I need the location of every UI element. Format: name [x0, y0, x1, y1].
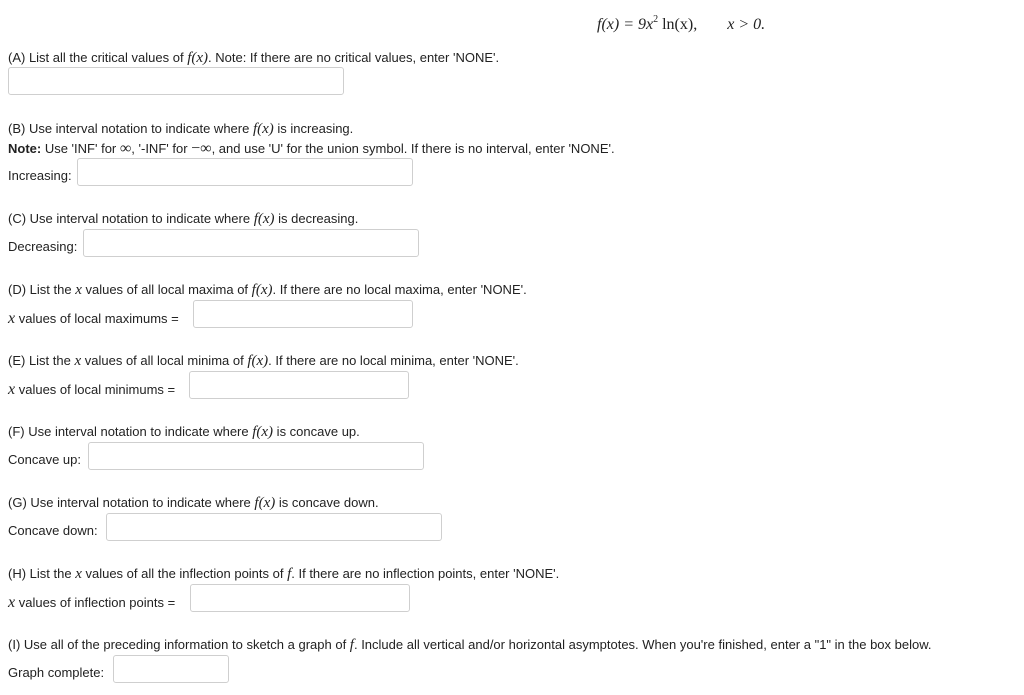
x-variable: x: [8, 381, 16, 398]
question-d: (D) List the x values of all local maxima of f(x). If there are no local maxima, enter 'NONE'.: [8, 282, 527, 298]
x-variable: x: [75, 566, 82, 582]
function-definition: [597, 14, 765, 34]
increasing-input[interactable]: [77, 158, 413, 186]
question-e: (E) List the x values of all local minima of f(x). If there are no local minima, enter 'NONE'.: [8, 353, 519, 369]
increasing-label: Increasing:: [8, 168, 72, 183]
question-g: (G) Use interval notation to indicate where f(x) is concave down.: [8, 495, 379, 511]
graph-complete-input[interactable]: [113, 655, 229, 683]
x-variable: x: [8, 310, 16, 327]
formula-exponent: 2: [653, 14, 659, 25]
func-symbol: f(x): [247, 353, 269, 369]
formula-rhs: ln(x),: [658, 16, 698, 33]
x-variable: x: [8, 594, 16, 611]
inflection-label: x values of inflection points =: [8, 594, 176, 611]
critical-values-input[interactable]: [8, 67, 344, 95]
func-symbol: f(x): [253, 211, 275, 227]
neg-infinity-symbol: −∞: [191, 140, 212, 157]
x-variable: x: [74, 353, 82, 369]
interval-note: Note: Use 'INF' for ∞, '-INF' for −∞, and use 'U' for the union symbol. If there is no interval, enter 'NONE'.: [8, 140, 615, 157]
func-symbol: f(x): [252, 121, 274, 137]
decreasing-input[interactable]: [83, 229, 419, 257]
question-b: (B) Use interval notation to indicate where f(x) is increasing.: [8, 121, 354, 137]
concave-down-label: Concave down:: [8, 523, 98, 538]
infinity-symbol: ∞: [119, 140, 132, 157]
formula-domain: x > 0.: [727, 16, 766, 33]
question-f: (F) Use interval notation to indicate where f(x) is concave up.: [8, 424, 360, 440]
decreasing-label: Decreasing:: [8, 239, 78, 254]
formula-lhs: f(x) = 9x: [597, 16, 654, 33]
func-symbol: f(x): [254, 495, 276, 511]
local-min-input[interactable]: [189, 371, 409, 399]
concave-down-input[interactable]: [106, 513, 442, 541]
concave-up-input[interactable]: [88, 442, 424, 470]
question-a: (A) List all the critical values of f(x). Note: If there are no critical values, enter 'NONE'.: [8, 50, 500, 66]
local-max-input[interactable]: [193, 300, 413, 328]
question-h: (H) List the x values of all the inflection points of f. If there are no inflection points, enter 'NONE'.: [8, 566, 560, 582]
concave-up-label: Concave up:: [8, 452, 81, 467]
local-min-label: x values of local minimums =: [8, 381, 176, 398]
question-c: (C) Use interval notation to indicate where f(x) is decreasing.: [8, 211, 359, 227]
func-symbol: f(x): [251, 282, 273, 298]
func-symbol: f: [287, 566, 292, 582]
inflection-input[interactable]: [190, 584, 410, 612]
func-symbol: f: [349, 637, 354, 653]
func-symbol: f(x): [252, 424, 274, 440]
x-variable: x: [75, 282, 82, 298]
note-label: Note:: [8, 141, 42, 156]
graph-complete-label: Graph complete:: [8, 665, 105, 680]
question-i: (I) Use all of the preceding information to sketch a graph of f. Include all vertical and/or horizontal asymptotes. When you're finished, enter a "1" in the box below.: [8, 637, 932, 653]
func-symbol: f(x): [187, 50, 209, 66]
local-max-label: x values of local maximums =: [8, 310, 179, 327]
